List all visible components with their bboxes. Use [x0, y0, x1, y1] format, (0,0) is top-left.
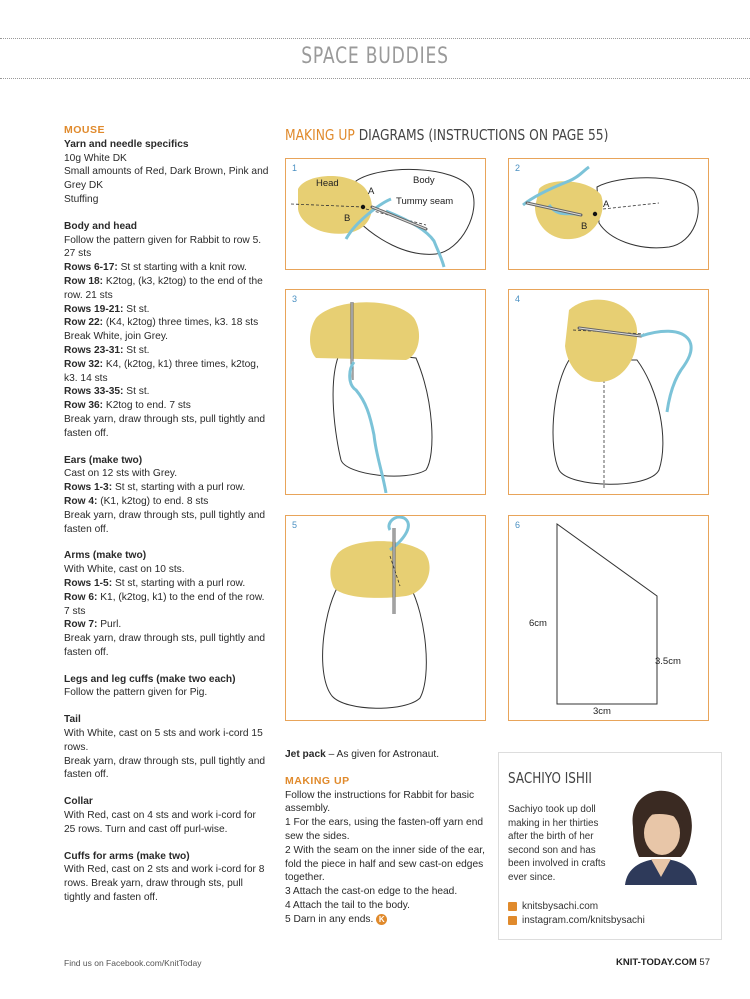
row-text: St st. [123, 303, 150, 315]
top-rule [0, 38, 750, 39]
top-rule-lower [0, 78, 750, 79]
label-tummy-seam: Tummy seam [396, 196, 454, 207]
label-b: B [581, 221, 588, 232]
pattern-row [64, 344, 269, 358]
label-height-6cm: 6cm [529, 618, 547, 629]
footer-facebook: Find us on Facebook.com/KnitToday [64, 958, 202, 968]
ears-heading: Ears (make two) [64, 454, 143, 466]
row-text: Break White, join Grey. [64, 331, 168, 343]
row-text: Break yarn, draw through sts, pull tightly and fasten off. [64, 509, 266, 535]
diagram-2-illustration [509, 159, 707, 268]
jetpack-label: Jet pack [285, 749, 326, 760]
making-up-step: 1 For the ears, using the fasten-off yarn end sew the sides. [285, 817, 484, 842]
yarn-line: Stuffing [64, 193, 99, 205]
row-text: (K4, k2tog) three times, k3. 18 sts [103, 317, 259, 329]
pattern-row [64, 303, 269, 317]
label-height-3-5cm: 3.5cm [655, 656, 681, 667]
tail-text: With White, cast on 5 sts and work i-cord 15 rows. [64, 728, 263, 753]
row-label: Row 36: [64, 400, 104, 412]
legs-heading: Legs and leg cuffs (make two each) [64, 673, 236, 685]
website-link[interactable] [508, 901, 598, 912]
footer-site-page [616, 957, 710, 968]
designer-photo [619, 787, 701, 885]
row-label: Rows 23-31: [64, 344, 124, 356]
pattern-row [64, 509, 269, 537]
label-head: Head [316, 178, 339, 189]
pattern-row [64, 330, 269, 344]
pattern-row [64, 591, 269, 619]
body-intro: Follow the pattern given for Rabbit to row 5. 27 sts [64, 234, 262, 260]
panel-number: 3 [292, 294, 298, 304]
row-text: K2tog, (k3, k2tog) to the end of the row. 21 sts [64, 275, 263, 301]
diagrams-title-accent: MAKING UP [285, 126, 355, 144]
page-number: 57 [696, 957, 710, 968]
end-mark-icon: K [376, 914, 387, 925]
tail-heading: Tail [64, 714, 81, 726]
row-label: Rows 6-17: [64, 262, 118, 274]
panel-number: 4 [515, 294, 521, 304]
making-up-step: 4 Attach the tail to the body. [285, 899, 410, 911]
row-label: Row 7: [64, 619, 98, 631]
tail-text-2: Break yarn, draw through sts, pull tightly and fasten off. [64, 755, 266, 781]
website-link-text: knitsbysachi.com [522, 901, 599, 912]
pattern-row [64, 399, 269, 413]
diagram-4-illustration [509, 290, 707, 493]
collar-text: With Red, cast on 4 sts and work i-cord for 25 rows. Turn and cast off purl-wise. [64, 810, 256, 835]
making-up-step: 2 With the seam on the inner side of the ear, fold the piece in half and sew cast-on edges together. [285, 844, 485, 884]
pattern-row [64, 577, 269, 591]
arms-heading: Arms (make two) [64, 550, 147, 562]
row-label: Row 22: [64, 317, 104, 329]
row-label: Row 6: [64, 591, 98, 603]
row-text: Break yarn, draw through sts, pull tightly and fasten off. [64, 413, 266, 439]
making-up-step: 3 Attach the cast-on edge to the head. [285, 886, 458, 898]
label-a: A [368, 186, 375, 197]
making-up-intro: Follow the instructions for Rabbit for basic assembly. [285, 789, 475, 815]
making-up-heading: MAKING UP [285, 774, 350, 787]
instagram-link-text: instagram.com/knitsbysachi [522, 915, 645, 926]
yarn-line: 10g White DK [64, 152, 127, 164]
arms-rows [64, 563, 269, 660]
body-rows [64, 261, 269, 440]
collar-heading: Collar [64, 796, 93, 808]
making-up-step: 5 Darn in any ends. [285, 913, 374, 925]
row-text: St st, starting with a purl row. [112, 482, 246, 494]
diagram-panel-2 [508, 158, 709, 270]
pattern-row [64, 275, 269, 303]
row-label: Rows 19-21: [64, 303, 124, 315]
row-text: St st, starting with a purl row. [112, 577, 246, 589]
page-title: SPACE BUDDIES [301, 44, 449, 69]
panel-number: 5 [292, 520, 298, 530]
row-text: K1, (k2tog, k1) to the end of the row. 7 sts [64, 591, 265, 617]
pattern-row [64, 413, 269, 441]
body-heading: Body and head [64, 220, 138, 232]
panel-number: 2 [515, 163, 521, 173]
pattern-row [64, 481, 269, 495]
row-text: With White, cast on 10 sts. [64, 564, 185, 576]
pattern-row [64, 358, 269, 386]
legs-text: Follow the pattern given for Pig. [64, 687, 208, 699]
diagram-panel-1 [285, 158, 486, 270]
label-width-3cm: 3cm [593, 706, 611, 717]
label-a: A [603, 199, 610, 210]
row-label: Rows 33-35: [64, 386, 124, 398]
label-b: B [344, 213, 351, 224]
mouse-pattern-column [64, 124, 269, 905]
diagram-panel-5 [285, 515, 486, 721]
row-text: St st. [123, 344, 150, 356]
row-text: Break yarn, draw through sts, pull tightly and fasten off. [64, 633, 266, 658]
diagram-1-illustration [286, 159, 484, 268]
pattern-row [64, 495, 269, 509]
cuffs-heading: Cuffs for arms (make two) [64, 850, 190, 862]
row-text: (K1, k2tog) to end. 8 sts [97, 495, 209, 507]
ears-rows [64, 467, 269, 536]
yarn-line: Small amounts of Red, Dark Brown, Pink and Grey DK [64, 166, 269, 192]
pattern-row [64, 563, 269, 577]
pattern-row [64, 467, 269, 481]
pattern-row [64, 261, 269, 275]
instagram-link[interactable] [508, 915, 645, 926]
row-text: Cast on 12 sts with Grey. [64, 468, 178, 480]
row-label: Row 18: [64, 275, 104, 287]
making-up-column [285, 748, 485, 927]
jetpack-text: – As given for Astronaut. [325, 749, 440, 760]
diagrams-title [285, 126, 608, 144]
footer-site: KNIT-TODAY.COM [616, 957, 697, 968]
row-text: K4, (k2tog, k1) three times, k2tog, k3. 14 sts [64, 358, 259, 384]
diagram-panel-4 [508, 289, 709, 495]
row-label: Rows 1-3: [64, 482, 113, 494]
mouse-heading: MOUSE [64, 124, 106, 136]
row-label: Row 32: [64, 358, 104, 370]
twitter-icon [508, 916, 517, 925]
label-body: Body [413, 175, 435, 186]
pattern-row [64, 316, 269, 330]
row-text: Purl. [97, 619, 122, 631]
cuffs-text: With Red, cast on 2 sts and work i-cord for 8 rows. Break yarn, draw through sts, pull tightly and fasten off. [64, 864, 265, 904]
pattern-row [64, 385, 269, 399]
row-label: Rows 1-5: [64, 577, 113, 589]
diagrams-title-rest: DIAGRAMS (INSTRUCTIONS ON PAGE 55) [354, 126, 609, 144]
pattern-row [64, 632, 269, 660]
row-text: K2tog to end. 7 sts [103, 400, 191, 412]
diagram-panel-3 [285, 289, 486, 495]
row-label: Row 4: [64, 495, 98, 507]
rss-icon [508, 902, 517, 911]
diagram-5-illustration [286, 516, 484, 719]
row-text: St st. [123, 386, 150, 398]
diagram-panel-6 [508, 515, 709, 721]
panel-number: 1 [292, 163, 298, 173]
designer-bio-text: Sachiyo took up doll making in her thirties after the birth of her second son and has been involved in crafts ever since. [508, 804, 606, 883]
yarn-heading: Yarn and needle specifics [64, 138, 189, 150]
pattern-row [64, 618, 269, 632]
designer-bio-box [498, 752, 722, 940]
panel-number: 6 [515, 520, 521, 530]
designer-name: SACHIYO ISHII [508, 769, 592, 787]
diagram-3-illustration [286, 290, 484, 493]
row-text: St st starting with a knit row. [117, 262, 247, 274]
